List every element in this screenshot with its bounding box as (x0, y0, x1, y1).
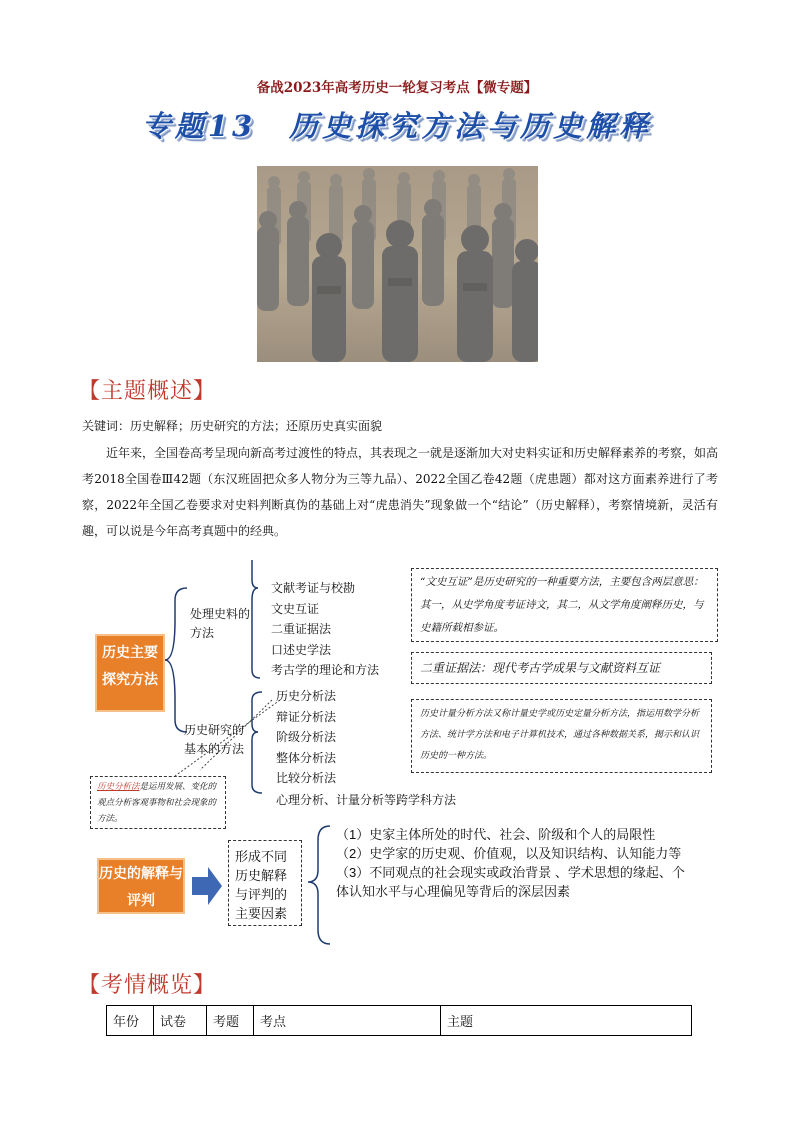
exam-table (106, 1005, 692, 1036)
sources-item: 文史互证 (271, 601, 320, 616)
basic-method-item: 历史分析法 (276, 689, 337, 703)
note-lishi-fenxi (90, 776, 226, 829)
factor-item: （1）史家主体所处的时代、社会、阶级和个人的局限性 (336, 827, 656, 842)
note-jiliang-fenxi: 历史计量分析方法又称计量史学或历史定量分析方法，指运用数学分析方法、统计学方法和电子计算机技术，通过各种数据关系，揭示和认识历史的一种方法。 (411, 699, 712, 773)
column-header: 主题 (441, 1006, 692, 1036)
note-wenshi-huzheng: “文史互证”是历史研究的一种重要方法，主要包含两层意思：其一，从史学角度考证诗文，其二，从文学角度阐释历史，与史籍所载相参证。 (411, 568, 718, 642)
factors-list (336, 825, 686, 901)
column-header: 试卷 (154, 1006, 207, 1036)
overview-heading: 【主题概述】 (78, 379, 217, 404)
basic-method-item: 阶级分析法 (276, 730, 337, 744)
column-header: 考点 (254, 1006, 441, 1036)
terracotta-warriors-photo (257, 166, 538, 362)
sources-item: 考古学的理论和方法 (271, 663, 380, 677)
exam-heading: 【考情概览】 (78, 973, 217, 998)
cross-discipline-item: 心理分析、计量分析等跨学科方法 (276, 793, 457, 807)
series-line: 备战2023年高考历史一轮复习考点【微专题】 (256, 80, 538, 96)
branch-basic-label: 历史研究的基本的方法 (184, 723, 245, 756)
sources-list (271, 578, 379, 681)
main-methods-box: 历史主要探究方法 (95, 634, 165, 712)
note-erchong-zhengju: 二重证据法：现代考古学成果与文献资料互证 (411, 652, 712, 684)
sources-item: 口述史学法 (271, 642, 332, 657)
basic-methods-list (276, 686, 336, 789)
keywords-line: 关键词：历史解释；历史研究的方法；还原历史真实面貌 (82, 419, 383, 433)
overview-paragraph: 近年来，全国卷高考呈现向新高考过渡性的特点，其表现之一就是逐渐加大对史料实证和历史解释素养的考察，如高考2018全国卷Ⅲ42题（东汉班固把众多人物分为三等九品）、2022全国乙卷42题（虎患题）都对这方面素养进行了考察，2022年全国乙卷要求对史料判断真伪的基础上对“虎患消失”现象做一个“结论”（历史解释），考察情境新，灵活有趣，可以说是今年高考真题中的经典。 (82, 446, 719, 538)
basic-method-item: 辩证分析法 (276, 709, 337, 724)
branch-sources-label: 处理史料的方法 (190, 607, 251, 640)
column-header: 年份 (107, 1006, 154, 1036)
note-definition: 是运用发展、变化的观点分析客观事物和社会现象的方法。 (97, 782, 217, 824)
note-key-term: 历史分析法 (97, 782, 140, 792)
sources-item: 文献考证与校勘 (271, 581, 356, 595)
interpretation-box: 历史的解释与评判 (97, 858, 185, 914)
page-title: 专题13 历史探究方法与历史解释 (141, 109, 653, 143)
basic-method-item: 比较分析法 (276, 771, 337, 785)
column-header: 考题 (207, 1006, 254, 1036)
factor-item: （3）不同观点的社会现实或政治背景 、学术思想的缘起、个体认知水平与心理偏见等背后的深层因素 (336, 865, 685, 899)
table-header-row (107, 1006, 692, 1036)
interpretation-factors-box: 形成不同历史解释与评判的主要因素 (228, 840, 302, 926)
basic-method-item: 整体分析法 (276, 750, 337, 765)
sources-item: 二重证据法 (271, 622, 332, 636)
factor-item: （2）史学家的历史观、价值观，以及知识结构、认知能力等 (336, 846, 682, 861)
